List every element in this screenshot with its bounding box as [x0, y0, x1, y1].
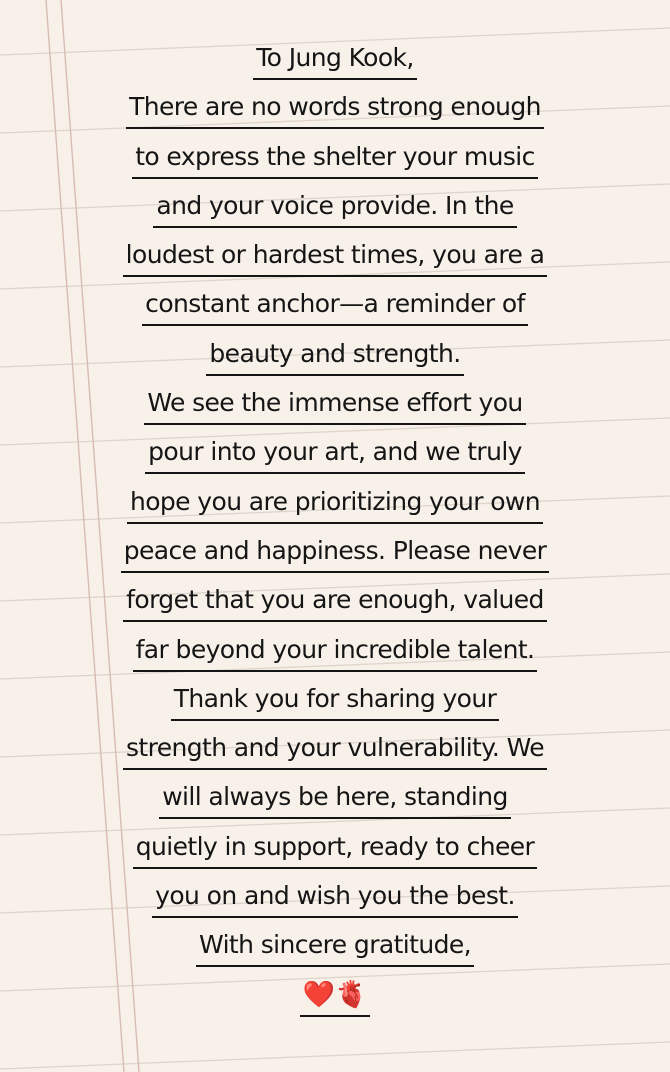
letter-line [0, 284, 670, 333]
letter-line [0, 87, 670, 136]
letter-text: We see the immense effort you [144, 383, 525, 425]
letter-line [0, 777, 670, 826]
letter-body [0, 38, 670, 1024]
letter-line [0, 432, 670, 481]
letter-text: and your voice provide. In the [153, 186, 516, 228]
letter-text: hope you are prioritizing your own [127, 482, 543, 524]
letter-line [0, 38, 670, 87]
letter-line [0, 925, 670, 974]
letter-text: forget that you are enough, valued [123, 580, 547, 622]
letter-text: With sincere gratitude, [196, 925, 474, 967]
letter-text: quietly in support, ready to cheer [133, 827, 537, 869]
letter-line [0, 630, 670, 679]
letter-text: loudest or hardest times, you are a [123, 235, 548, 277]
letter-line [0, 827, 670, 876]
letter-text: to express the shelter your music [132, 137, 538, 179]
letter-line [0, 580, 670, 629]
letter-line [0, 728, 670, 777]
letter-line [0, 876, 670, 925]
heart-emoji-signature: ❤️🫀 [300, 975, 371, 1017]
letter-line [0, 334, 670, 383]
letter-line [0, 137, 670, 186]
letter-text: beauty and strength. [206, 334, 463, 376]
letter-line [0, 383, 670, 432]
letter-line [0, 482, 670, 531]
letter-line [0, 235, 670, 284]
letter-text: Thank you for sharing your [171, 679, 500, 721]
letter-line [0, 186, 670, 235]
letter-text: There are no words strong enough [126, 87, 544, 129]
letter-text: To Jung Kook, [253, 38, 417, 80]
letter-text: peace and happiness. Please never [121, 531, 550, 573]
letter-text: you on and wish you the best. [152, 876, 518, 918]
letter-line [0, 679, 670, 728]
letter-text: strength and your vulnerability. We [123, 728, 547, 770]
letter-text: far beyond your incredible talent. [133, 630, 538, 672]
signature-line [0, 975, 670, 1024]
letter-text: will always be here, standing [159, 777, 511, 819]
letter-line [0, 531, 670, 580]
letter-text: pour into your art, and we truly [145, 432, 525, 474]
letter-text: constant anchor—a reminder of [142, 284, 528, 326]
